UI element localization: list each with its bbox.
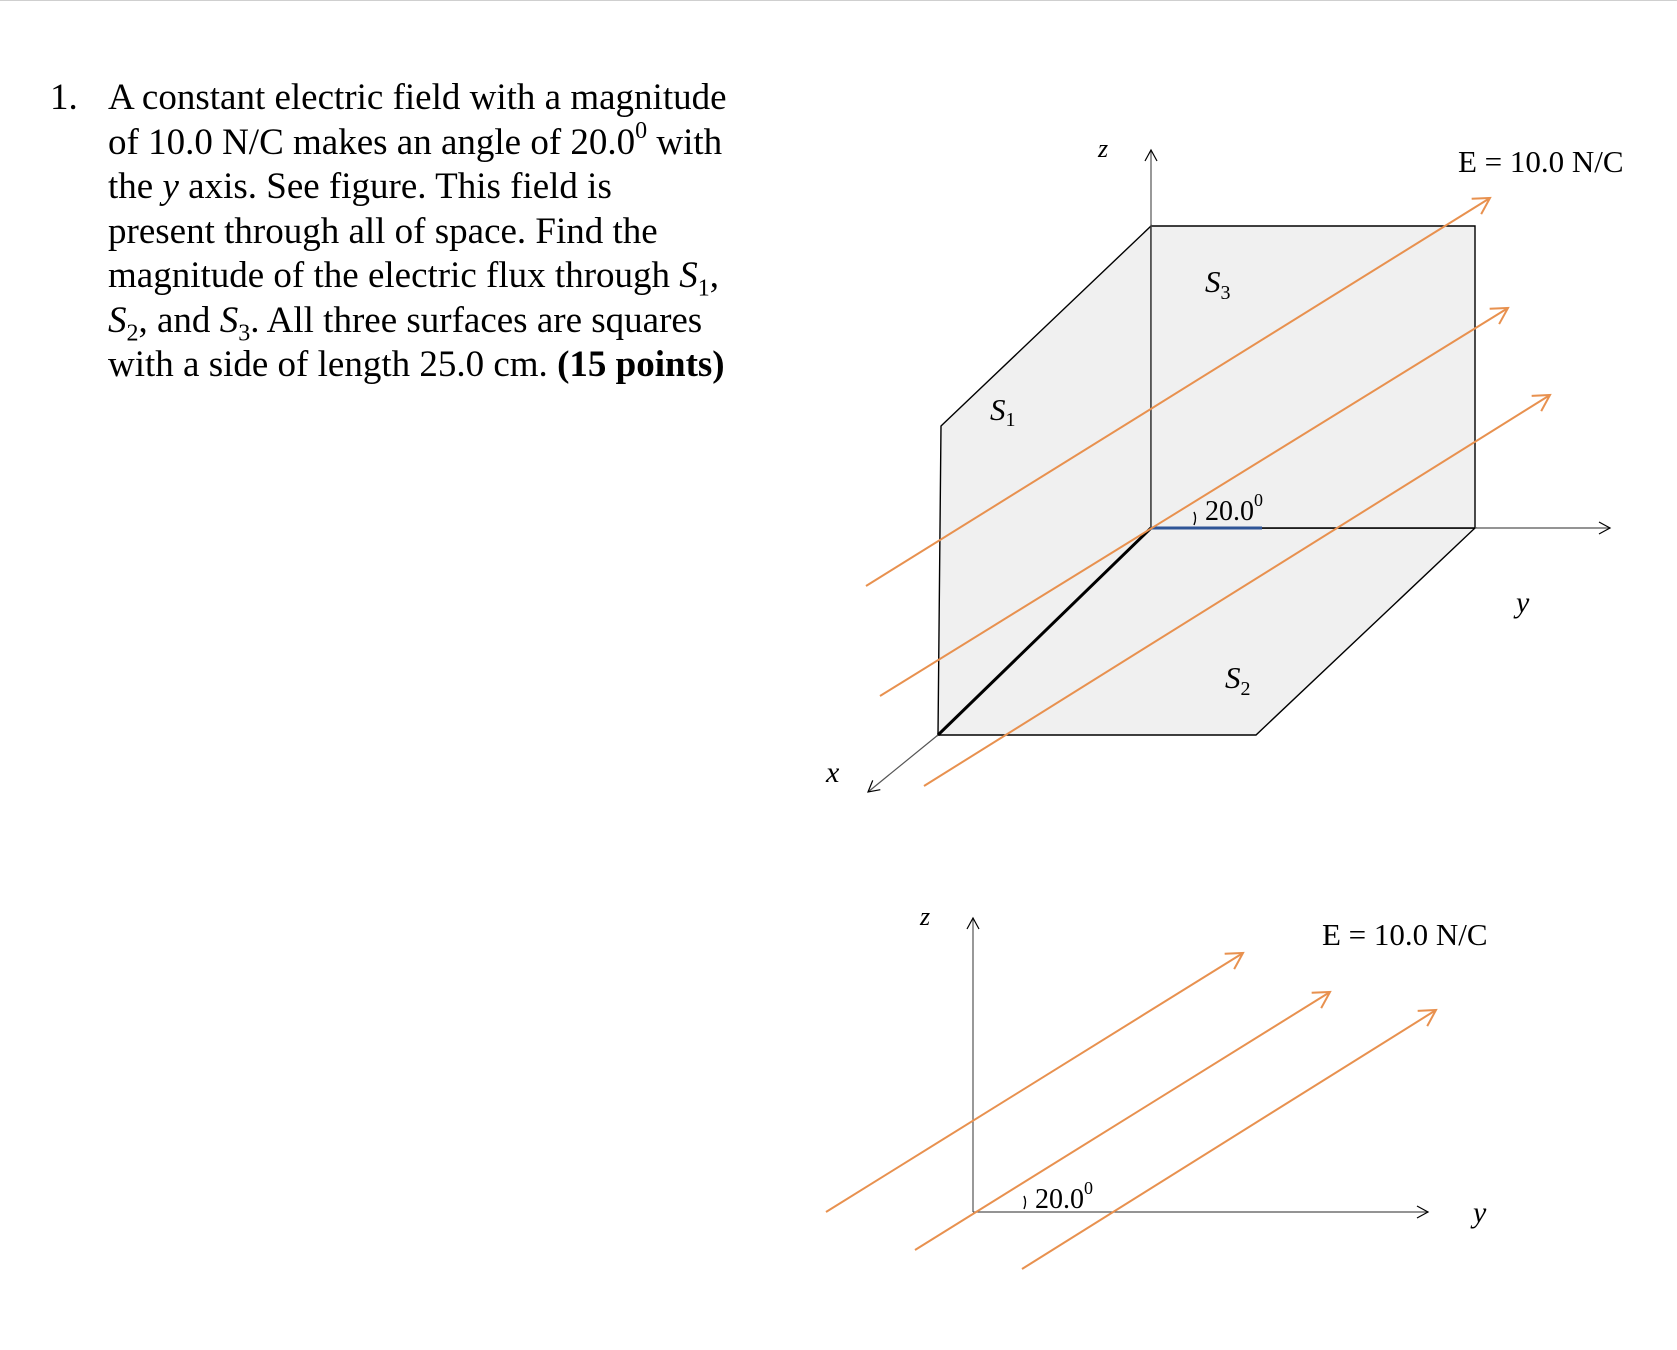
angle-label-3d: 20.0$^0$ (1205, 490, 1263, 527)
problem-line-4: present through all of space. Find the (108, 210, 658, 252)
figure-3d (825, 134, 1624, 792)
problem-line-6: $S_2$, and $S_3$. All three surfaces are squares (108, 299, 703, 346)
s1-label: S1 (990, 392, 1016, 431)
points-label: (15 points) (557, 344, 725, 385)
figure-2d (826, 902, 1488, 1269)
surface-s3 (1151, 226, 1475, 528)
problem-line-7: with a side of length 25.0 cm. (15 points) (108, 344, 725, 385)
y-axis-label-2d: y (1473, 1196, 1487, 1229)
angle-label-2d: 20.0$^0$ (1035, 1178, 1093, 1215)
z-axis-label-2d: z (920, 902, 931, 931)
field-arrow-2d-2 (915, 992, 1330, 1250)
problem-number: 1. (50, 77, 78, 118)
field-label-2d: E = 10.0 N/C (1322, 917, 1488, 952)
problem-line-2: of 10.0 N/C makes an angle of 20.0$^0$ with (108, 117, 723, 163)
problem-line-1: A constant electric field with a magnitude (108, 77, 727, 118)
field-arrow-2d-1 (826, 953, 1243, 1212)
problem-line-3: the y axis. See figure. This field is (108, 166, 612, 207)
field-label-3d: E = 10.0 N/C (1458, 144, 1624, 179)
z-axis-label-3d: z (1098, 134, 1109, 163)
y-axis-label-3d: y (1516, 586, 1530, 619)
problem-line-5: magnitude of the electric flux through $S_1$, (108, 255, 720, 302)
s3-label: $S_3$ (1205, 264, 1231, 304)
field-arrow-2d-3 (1022, 1010, 1436, 1269)
angle-arc-2d (1024, 1196, 1026, 1209)
x-axis-label-3d: x (826, 756, 840, 789)
s2-label: $S_2$ (1225, 660, 1251, 700)
